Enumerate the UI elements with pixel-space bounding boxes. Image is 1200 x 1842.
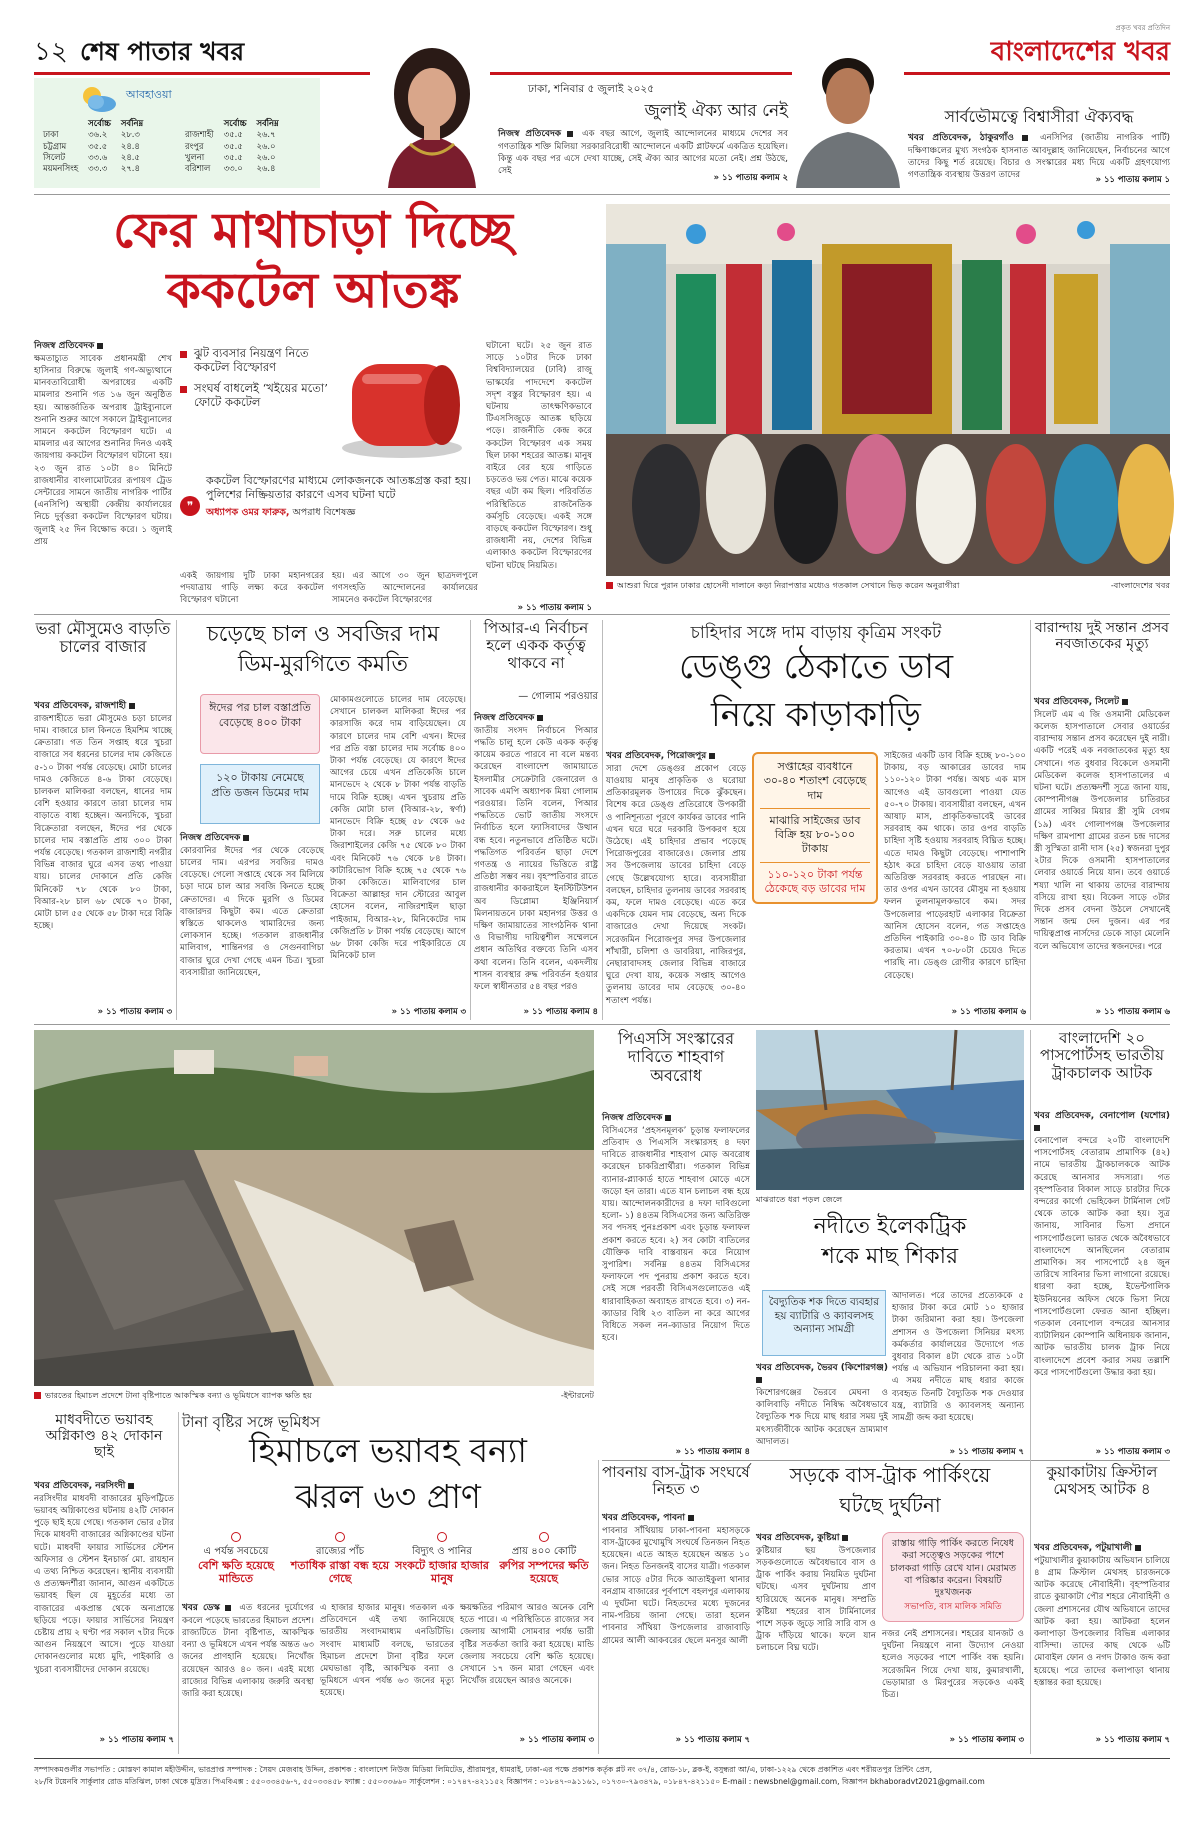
weather-city: ময়মনসিংহ <box>43 163 79 174</box>
continued: » ১১ পাতায় কলাম ৭ <box>1095 1734 1170 1744</box>
imprint <box>34 1764 1170 1788</box>
weather-city: চট্টগ্রাম <box>43 140 67 151</box>
article-body <box>606 750 746 1004</box>
continued: » ১১ পাতায় কলাম ৩ <box>519 1734 594 1744</box>
weather-city: বরিশাল <box>185 163 211 174</box>
byline: খবর প্রতিবেদক, ভৈরব (কিশোরগঞ্জ) <box>756 1363 888 1373</box>
brand-name: বাংলাদেশের খবর <box>990 37 1170 67</box>
headline: সড়কে বাস-ট্রাক পার্কিংয়ে <box>789 1463 991 1487</box>
weather-city: খুলনা <box>185 152 205 163</box>
continued: » ১১ পাতায় কলাম ৩ <box>391 1006 466 1016</box>
lead-headline-2: ককটেল আতঙ্ক <box>166 261 460 319</box>
quote-text: ককটেল বিস্ফোরণের মাধ্যমে লোকজনকে আতঙ্কগ্রস্ত করা হয়। পুলিশের নিষ্ক্রিয়তার কারণে এসব ঘটনা ঘটে <box>206 474 472 502</box>
circle-icon <box>437 1532 447 1542</box>
lead-infobox <box>180 344 478 566</box>
fact-item <box>290 1532 390 1585</box>
headline: জুলাই ঐক্য আর নেই <box>644 101 788 121</box>
continued: » ১১ পাতায় কলাম ৬ <box>1095 1006 1170 1016</box>
cocktail-image <box>332 344 474 464</box>
article-body <box>1034 1110 1170 1442</box>
lead-col2 <box>180 570 324 614</box>
body-text: একই জায়গায় দুটি ঢাকা মহানগরের পদযাত্রায় গাড়ি লক্ষ্য করে ককটেল বিস্ফোরণ ঘটানো <box>180 571 324 606</box>
highlight-box: ১২০ টাকায় নেমেছে প্রতি ডজন ডিমের দাম <box>200 764 320 824</box>
square-icon <box>665 1115 671 1121</box>
masthead-rule <box>34 72 1170 75</box>
body-text: সিলেট এম এ জি ওসমানী মেডিকেল কলেজ হাসপাতালে সেবার ওয়ার্ডের বারান্দায় সন্তান প্রসব করেছেন দুই নারী। একটি পরেই এক নবজাতকের মৃত্যু হয় সেখানে। গত বুধবার বিকেলে ওসমানী মেডিকেল কলেজ হাসপাতালের এ ঘটনা ঘটে। প্রত্যক্ষদর্শী সূত্রে জানা যায়, কোম্পানীগঞ্জ উপজেলার চাতিরচর গ্রামের সাব্বির মিয়ার স্ত্রী সুমি বেগম (১৯) এবং গোলাপগঞ্জ উপজেলার দক্ষিণ রামপাশা গ্রামের রতন চন্দ্র দাসের স্ত্রী সুস্মিতা রানী দাস (২৫) স্বজনরা দুপুর ২টার দিকে ওসমানী হাসপাতালের লেবার ওয়ার্ডে নিয়ে যান। তবে ওয়ার্ডে শয্যা খালি না থাকায় তাদের বারান্দায় বসিয়ে রাখা হয়। বিকেল সাড়ে ৩টার দিকে প্রসব বেদনা উঠলে সেখানেই সন্তান জন্ম দেন দুজন। এর পর দায়িত্বপ্রাপ্ত নার্সদের ডেকে সাড়া মেলেনি বলে অভিযোগ তাদের স্বজনদের। পরে <box>1034 709 1170 952</box>
headline: হিমাচলে ভয়াবহ বন্যা <box>249 1431 527 1470</box>
body-text: আদালত। পরে তাদের প্রত্যেককে ৫ হাজার টাকা করে মোট ১০ হাজার টাকা জরিমানা করা হয়। উপজেলা প্রশাসন ও উপজেলা সিনিয়র মৎস্য কর্মকর্তার কার্যালয়ের উদ্যোগে গত বুধবার বিকাল ৪টা থেকে রাত ১০টা পর্যন্ত এ অভিযান পরিচালনা করা হয়। এ সময় নদীতে মাছ ধরার কাজে ব্যবহৃত তিনটি বৈদ্যুতিক শক দেওয়ার যন্ত্র, ব্যাটারি ও ক্যাবলসহ অন্যান্য সামগ্রী জব্দ করা হয়েছে। <box>892 1291 1024 1424</box>
brand-tag: প্রকৃত খবর প্রতিদিন <box>1115 24 1170 32</box>
continued: » ১১ পাতায় কলাম ৪ <box>675 1446 750 1456</box>
body-text: জাতীয় সংসদ নির্বাচনে পিআর পদ্ধতি চালু হলে কেউ একক কর্তৃত্ব কায়েম করতে পারবে না বলে মন্তব্য করেছেন বাংলাদেশ জামায়াতে ইসলামীর সেক্রেটারি জেনারেল ও সাবেক এমপি অধ্যাপক মিয়া গোলাম পরওয়ার। তিনি বলেন, পিআর পদ্ধতিতে ভোট জাতীয় সংসদে নির্বাচিত হলে ফ্যাসিবাদের উত্থান বন্ধ হবে। নতুনভাবে প্রতিষ্ঠিত ঘটে। পদ্ধতিগত পরিবর্তন ছাড়া দেশে গণতন্ত্র ও ন্যায়ের ভিত্তিতে রাষ্ট্র প্রতিষ্ঠা সম্ভব নয়। বৃহস্পতিবার রাতে রাজধানীর কাকরাইলে ইনস্টিটিউশন অব ডিপ্লোমা ইঞ্জিনিয়ার্স মিলনায়তনে ঢাকা মহানগর উত্তর ও দক্ষিণ জামায়াতের সাংগঠনিক থানা ও বিভাগীয় দায়িত্বশীল সম্মেলনে প্রধান অতিথির বক্তব্যে তিনি এসব কথা বলেন। তিনি বলেন, একদলীয় শাসন ব্যবস্থার রুদ্ধ পরিবর্তন হওয়ার ফলে স্বাধীনতার ৫৪ বছর পরও <box>474 725 598 993</box>
body-text: ক্ষয়ক্ষতির পরিমাণ আরও অনেক বেশি হতে পারে। এ পরিস্থিতিতে রাজ্যের সব জেলায় আগামী সোমবার পর্যন্ত ভারী বৃষ্টির সতর্কতা জারি করা হয়েছে। মান্ডি জেলায় সবচেয়ে বেশি ক্ষতি হয়েছে। সেখানে ১৭ জন মারা গেছেন এবং নিখোঁজ রয়েছেন আরও অনেকে। <box>460 1603 594 1687</box>
bullet-item: ঝুট ব্যবসার নিয়ন্ত্রণ নিতে ককটেল বিস্ফোরণ <box>180 346 328 375</box>
square-icon <box>129 703 135 709</box>
top-story-right <box>908 108 1170 188</box>
article-body <box>756 1532 876 1730</box>
body-text: পটুয়াখালীর কুয়াকাটায় অভিযান চালিয়ে ৪ গ্রাম ক্রিস্টাল মেথসহ চারজনকে আটক করেছে নৌবাহিনী। বৃহস্পতিবার রাতে কুয়াকাটা পৌর শহরে নৌবাহিনী ও জেলা প্রশাসনের যৌথ অভিযানে তাদের আটক করা হয়। আটকরা হলেন কলাপাড়া উপজেলার বিভিন্ন এলাকার বাসিন্দা। তাদের কাছ থেকে ৬টি মোবাইল ফোন ও নগদ টাকাও জব্দ করা হয়েছে। পরে তাদের কলাপাড়া থানায় হস্তান্তর করা হয়েছে। <box>1034 1555 1170 1688</box>
byline: নিজস্ব প্রতিবেদক <box>474 713 535 723</box>
byline: নিজস্ব প্রতিবেদক <box>34 341 95 351</box>
body-text: পাবনার সাঁথিয়ায় ঢাকা-পাবনা মহাসড়কে বাস-ট্রাকের মুখোমুখি সংঘর্ষে তিনজন নিহত হয়েছেন। এতে আহত হয়েছেন অন্তত ১০ জন। নিহত তিনজনই বাসের যাত্রী। গতকাল ভোর সাড়ে ৫টার দিকে আতাইকুলা থানার বনগ্রাম বাজারের পূর্বপাশে বহলপুর এলাকায় এ দুর্ঘটনা ঘটে। নিহতদের মধ্যে দুজনের নাম-পরিচয় জানা গেছে। তারা হলেন পাবনার সাঁথিয়া উপজেলার রাজাবাড়ি গ্রামের আলী আকবরের ছেলে মনসুর আলী <box>602 1525 750 1646</box>
body-text: কোরবানির ঈদের পর থেকে বেড়েছে চালের দাম। এরপর সবজির দামও বেড়েছে। গেলো সপ্তাহে থেকে সব মিলিয়ে চড়া দামে চাল আর সবজি কিনতে হচ্ছে ক্রেতাদের। এ দিকে মুরগি ও ডিমের বাজারদর কিছুটা কম। এতে ক্রেতারা স্বস্তিতে থাকলেও খামারিদের জন্য লোকসান হচ্ছে। গতকাল রাজধানীর মালিবাগ, শান্তিনগর ও সেগুনবাগিচা বাজার ঘুরে দেখা গেছে এমন চিত্র। খুচরা ব্যবসায়ীরা জানিয়েছেন, <box>180 845 324 978</box>
body-text: এত ধরনের দুর্যোগের কবলে পড়েছে ভারতের হিমাচল প্রদেশ। রাজ্যটিতে টানা বৃষ্টিপাত, আকস্মিক বন্যা ও ভূমিধসে এখন পর্যন্ত অন্তত ৬৩ জনের প্রাণহানি হয়েছে। নিখোঁজ রয়েছেন আরও ৪০ জন। এরই মধ্যে রাজ্যের বিভিন্ন এলাকায় জরুরি অবস্থা জারি করা হয়েছে। <box>182 1603 314 1699</box>
byline: খবর প্রতিবেদক, বেনাপোল (যশোর) <box>1034 1111 1170 1121</box>
byline: খবর প্রতিবেদক, পাবনা <box>602 1513 685 1523</box>
headline: ডিম-মুরগিতে কমতি <box>238 652 408 677</box>
quote-attribution: অধ্যাপক ওমর ফারুক, <box>206 506 290 518</box>
stat-item: মাঝারি সাইজের ডাব বিক্রি হয় ৮০-১০০ টাকায় <box>760 814 870 863</box>
bullet-item: সংঘর্ষ বাধলেই ‘খইয়ের মতো’ ফোটে ককটেল <box>180 381 328 410</box>
headline: চড়েছে চাল ও সবজির দাম <box>206 622 440 647</box>
photo-credit: -ইন্টারনেট <box>560 1390 594 1400</box>
weather-header-max: সর্বোচ্চ <box>88 118 111 128</box>
highlight-box: বৈদ্যুতিক শক দিতে ব্যবহার হয় ব্যাটারি ও ক্যাবলসহ অন্যান্য সামগ্রী <box>762 1290 886 1356</box>
square-icon <box>1034 1125 1040 1131</box>
fact-highlight: শতাধিক রাস্তা বন্ধ হয়ে গেছে <box>290 1558 390 1585</box>
weather-header-min: সর্বনিম্ন <box>120 118 144 128</box>
divider <box>34 194 1170 195</box>
weather-title: আবহাওয়া <box>126 88 172 101</box>
article-body <box>1034 1542 1170 1730</box>
lead-col1 <box>34 340 172 614</box>
square-icon <box>243 835 249 841</box>
square-icon <box>225 1605 231 1611</box>
caption-text: আশুরা ঘিরে পুরান ঢাকার হোসেনী দালানে কড়া নিরাপত্তার মধ্যেও গতকাল সেখানে ভিড় করেন অনুরাগীরা <box>617 580 960 590</box>
weather-max: ৩৩.৬ <box>88 152 108 163</box>
column-rule <box>470 620 471 1020</box>
square-icon <box>688 1515 694 1521</box>
weather-min: ২৬.০ <box>256 152 276 163</box>
column-rule <box>178 1412 179 1754</box>
continued: » ১১ পাতায় কলাম ৭ <box>949 1446 1024 1456</box>
column-rule <box>602 620 603 1020</box>
headline: বারান্দায় দুই সন্তান প্রসব নবজাতকের মৃত্যু <box>1035 620 1169 653</box>
section-title: শেষ পাতার খবর <box>80 37 245 66</box>
fact-highlight: রুপির সম্পদের ক্ষতি হয়েছে <box>499 1558 589 1585</box>
column-rule <box>1030 1460 1031 1754</box>
weather-city: ঢাকা <box>43 129 59 140</box>
article-body <box>182 1602 314 1730</box>
byline: নিজস্ব প্রতিবেদক <box>180 833 241 843</box>
weather-city: সিলেট <box>43 152 66 163</box>
body-text: মোকামগুলোতে চালের দাম বেড়েছে। সেখানে চালকল মালিকরা ঈদের পর কারসাজি করে দাম বাড়িয়েছেন। যে কারণে চালের দাম বেশি এখন। ঈদের পর প্রতি বস্তা চালের দাম সর্বোচ্চ ৪০০ টাকা পর্যন্ত বেড়েছে। যে কারণে ঈদের আগের চেয়ে এখন প্রতিকেজি চালে মানভেদে ২ থেকে ৮ টাকা পর্যন্ত বাড়তি দামে বিক্রি হচ্ছে। এখন খুচরায় প্রতি কেজি মোটা চাল (বিআর-২৮, স্বর্ণা) মানভেদে বিক্রি হচ্ছে ৫৮ থেকে ৬৫ টাকা দরে। সরু চালের মধ্যে জিরাশাইলের কেজি ৭৫ থেকে ৮০ টাকা এবং মিনিকেট ৭৬ থেকে ৮৪ টাকা। কাটারিভোগ বিক্রি হচ্ছে ৭৫ থেকে ৭৬ টাকা কেজিতে। মালিবাগের চাল বিক্রেতা আল্লাহর দান স্টোরের আবুল হোসেন বলেন, নাজিরশাইল ছাড়া পাইজাম, বিআর-২৮, মিনিকেটের দাম কেজিপ্রতি ৮ টাকা পর্যন্ত বেড়েছে। আগে ৬৮ টাকা কেজি দরে পাইকারিতে যে মিনিকেট চাল <box>330 695 466 962</box>
divider <box>34 1024 1170 1025</box>
continued: » ১১ পাতায় কলাম ৩ <box>97 1006 172 1016</box>
photo-boat <box>756 1030 1024 1190</box>
square-icon <box>709 753 715 759</box>
body-text: কিশোরগঞ্জের ভৈরবে মেঘনা ও কালিবাড়ি নদীতে নিষিদ্ধ অবৈধভাবে বৈদ্যুতিক শক দিয়ে মাছ ধরার সময় দুই মৎস্যজীবীকে আটক করেছেন ভ্রাম্যমাণ আদালত। <box>756 1387 888 1447</box>
fact-item <box>186 1532 286 1585</box>
headline: নদীতে ইলেকট্রিক <box>813 1214 967 1239</box>
fact-text: এ পর্যন্ত সবচেয়ে <box>203 1546 269 1557</box>
caption-text: ভারতের হিমাচল প্রদেশে টানা বৃষ্টিপাতে আকস্মিক বন্যা ও ভূমিধসে ব্যাপক ক্ষতি হয় <box>45 1390 312 1400</box>
article-body <box>330 694 466 1004</box>
weather-min: ২৪.৪ <box>120 140 140 151</box>
square-icon <box>97 343 103 349</box>
photo-flood <box>34 1030 594 1386</box>
divider <box>34 614 1170 615</box>
article-body <box>474 712 598 1004</box>
weather-min: ২৬.৭ <box>256 129 276 140</box>
column-rule <box>1030 620 1031 1020</box>
square-icon <box>1122 699 1128 705</box>
lead-col4 <box>486 340 592 602</box>
divider <box>602 1460 1170 1461</box>
headline: কুয়াকাটায় ক্রিস্টাল মেথসহ আটক ৪ <box>1046 1463 1158 1499</box>
weather-max: ৩৫.৫ <box>223 140 243 151</box>
continued: » ১১ পাতায় কলাম ৬ <box>951 1006 1026 1016</box>
weather-min: ২৭.৪ <box>120 163 140 174</box>
headline: মাধবদীতে ভয়াবহ অগ্নিকাণ্ড ৪২ দোকান ছাই <box>45 1412 163 1461</box>
weather-min: ২৮.৩ <box>120 129 140 140</box>
continued: » ১১ পাতায় কলাম ৭ <box>99 1734 174 1744</box>
body-text: সাইজের একটি ডাব বিক্রি হচ্ছে ৮০-১০০ টাকায়, বড় আকারের ডাবের দাম ১১০-১২০ টাকা পর্যন্ত। অথচ এক মাস আগেও এই ডাবগুলো পাওয়া যেত ৫০-৭০ টাকায়। ব্যবসায়ীরা বলছেন, এখন আষাঢ় মাস, প্রাকৃতিকভাবেই ডাবের সরবরাহ কম থাকে। তার ওপর বাড়তি চাহিদা সৃষ্টি হওয়ায় সরবরাহ বিঘ্নিত হচ্ছে। এতে দামও কিছুটা বেড়েছে। পাশাপাশি হঠাৎ করে চাহিদা বেড়ে যাওয়ায় তারা অতিরিক্ত সরবরাহ করতে পারছেন না। তার ওপর এখন ডাবের মৌসুম না হওয়ায় ফলন তুলনামূলকভাবে কম। সদর উপজেলার পাড়েরহাট এলাকার বিক্রেতা আনিস হোসেন বলেন, গত সপ্তাহেও প্রতিদিন পাইকারি ৩০-৪০ টি ডাব বিক্রি করতাম। এখন ৭০-৮০টা চেয়েও দিতে পারছি না। ডেঙ্গু রোগীর কারণে চাহিদা বেড়েছে। <box>884 751 1026 981</box>
body-text: হয়। এর আগে ৩০ জুন ছাত্রদলপুলে গণসংহতি আন্দোলনের কার্যালয়ের সামনেও ককটেল বিস্ফোরণের <box>332 571 478 606</box>
weather-city: রংপুর <box>185 140 204 151</box>
byline: খবর প্রতিবেদক, কুষ্টিয়া <box>756 1533 840 1543</box>
quote-icon: ❞ <box>180 496 200 516</box>
article-body <box>460 1602 594 1730</box>
fact-item <box>394 1532 490 1585</box>
square-icon <box>606 582 613 589</box>
continued: » ১১ পাতায় কলাম ৪ <box>523 1006 598 1016</box>
body-text: এক বছর আগে, জুলাই আন্দোলনের মাধ্যমে দেশের সব গণতান্ত্রিক শক্তি মিলিয়া সরকারবিরোধী আন্দোলনে একটি প্লাটফর্মে একত্রিত হয়েছিল। কিন্তু এক বছর পর এসে দেখা যাচ্ছে, সেই ঐক্য আর আগের মতো নেই। প্রশ্ন উঠছে, সেই <box>498 129 788 177</box>
circle-icon <box>335 1532 345 1542</box>
lead-col3 <box>332 570 478 614</box>
body-text: বিসিএসের ‘প্রহসনমূলক’ চূড়ান্ত ফলাফলের প্রতিবাদ ও পিএসসি সংস্কারসহ ৪ দফা দাবিতে রাজধানীর শাহবাগ মোড় অবরোধ করেছেন চাকরিপ্রার্থীরা। গতকাল বিভিন্ন ব্যানার-প্ল্যাকার্ড হাতে শাহবাগ মোড়ে এসে জড়ো হন তারা। এতে যান চলাচল বন্ধ হয়ে যায়। আন্দোলনকারীদের ৪ দফা দাবিগুলো হলো- ১) ৪৪তম বিসিএসের জন্য অতিরিক্ত সব পদসহ পুনঃপ্রকাশ এবং চূড়ান্ত ফলাফল প্রকাশ করতে হবে। ২) সব কোটা বাতিলের যৌক্তিক দাবি বাস্তবায়ন করে নিয়োগ সুপারিশ। সর্বনিম্ন ৪৪তম বিসিএসের ফলাফলে পদ পুনরায় প্রকাশ করতে হবে। সেই সঙ্গে পরবর্তী বিসিএসগুলোতেও এই ধারাবাহিকতা অব্যাহত রাখতে হবে। ৩) নন-ক্যাডার বিধি ২৩ বাতিল না করে আগের বিধিতে সকল নন-ক্যাডার নিয়োগ দিতে হবে। <box>602 1125 750 1344</box>
continued: » ১১ পাতায় কলাম ১ <box>1095 174 1170 184</box>
stats-box <box>752 752 878 904</box>
footer-rule <box>34 1758 1170 1759</box>
byline: খবর প্রতিবেদক, নরসিংদী <box>34 1481 126 1491</box>
photo-caption <box>606 580 1170 591</box>
continued: » ১১ পাতায় কলাম ৩ <box>949 1734 1024 1744</box>
headline: ডেঙ্গু ঠেকাতে ডাব <box>678 647 954 687</box>
article-body <box>1034 696 1170 1004</box>
photo-shrine <box>606 204 1170 576</box>
headline: শকে মাছ শিকার <box>821 1244 959 1269</box>
article-body <box>892 1290 1024 1442</box>
body-text: রাজশাহীতে ভরা মৌসুমেও চড়া চালের দাম। বাজারে চাল কিনতে হিমশিম খাচ্ছে ক্রেতারা। গত তিন সপ্তাহ ধরে খুচরা বাজারে সব ধরনের চালের দাম কেজিতে ৫-১০ টাকা পর্যন্ত বেড়েছে। মোটা চালের দামও কেজিতে ৪-৬ টাকা বেড়েছে। চালকল মালিকরা বলছেন, ধানের দাম বেশি হওয়ার কারণে তারা চালের দাম বাড়াতে বাধ্য হচ্ছেন। অন্যদিকে, খুচরা বিক্রেতারা বলছেন, ঈদের পর থেকে চালের দাম বস্তাপ্রতি প্রায় ৩০০ টাকা পর্যন্ত বেড়েছে। গতকাল রাজশাহী নগরীর বিভিন্ন বাজার ঘুরে এসব তথ্য পাওয়া যায়। চালের দোকানে প্রতি কেজি মিনিকেট ৭৮ থেকে ৮০ টাকা, বিআর-২৮ চাল ৬৮ থেকে ৭০ টাকা, মোটা চাল ৫৫ থেকে ৫৮ টাকা দরে বিক্রি হচ্ছে। <box>34 713 172 932</box>
article-body <box>180 832 324 1004</box>
fact-item <box>494 1532 594 1585</box>
continued: » ১১ পাতায় কলাম ১ <box>517 602 592 612</box>
headline: ঝরল ৬৩ প্রাণ <box>295 1477 481 1516</box>
square-icon <box>756 1377 762 1383</box>
imprint-line: সম্পাদকমণ্ডলীর সভাপতি : মোস্তফা কামাল মহীউদ্দীন, ভারপ্রাপ্ত সম্পাদক : সৈয়দ মেজবাহ উদ্দিন, প্রকাশক : বাংলাদেশ নিউজ মিডিয়া লিমিটেড, শ্রীরামপুর, ধামরাই, ঢাকা-এর পক্ষে প্রকাশক কর্তৃক প্লট নং ৩৭/৪, রোড-১৮, ব্লক-ই, বসুন্ধরা আ/এ, ঢাকা-১২২৯ থেকে প্রকাশিত এবং শরীয়তপুর প্রিন্টিং প্রেস, <box>34 1765 933 1774</box>
weather-max: ৩৩.০ <box>223 163 243 174</box>
quote-box <box>882 1532 1024 1622</box>
weather-min: ২৪.৫ <box>120 152 140 163</box>
pull-quote <box>180 474 478 519</box>
fact-text: প্রায় ৪০০ কোটি <box>511 1546 577 1557</box>
body-text: ঘটানো ঘটে। ২৫ জুন রাত সাড়ে ১০টার দিকে ঢাকা বিশ্ববিদ্যালয়ের (ঢাবি) রাজু ভাস্কর্যের পাদদেশে ককটেল সদৃশ বস্তুর বিস্ফোরণ হয়। এ ঘটনায় তাৎক্ষণিকভাবে টিএসসিজুড়ে আতঙ্ক ছড়িয়ে পড়ে। রাজনীতি কেন্দ্র করে ককটেল বিস্ফোরণ এক সময় ছিল ঢাকা শহরের আতঙ্ক। মানুষ বাইরে বের হয়ে গাড়িতে চড়তেও ভয় পেত। মাঝে কয়েক বছর এটা কম ছিল। পরিবর্তিত পরিস্থিতিতে রাজনৈতিক কর্মসূচি বেড়েছে। একই সঙ্গে বাড়ছে ককটেল বিস্ফোরণ। শুধু রাজধানী নয়, দেশের বিভিন্ন এলাকাও ককটেল বিস্ফোরণের ঘটনা ঘটছে নিয়মিত। <box>486 341 592 571</box>
circle-icon <box>231 1532 241 1542</box>
weather-city: রাজশাহী <box>185 129 214 140</box>
body-text: নরসিংদীর মাধবদী বাজারের মুড়িপট্টিতে ভয়াবহ অগ্নিকাণ্ডের ঘটনায় ৪২টি দোকান পুড়ে ছাই হয়ে গেছে। গতকাল ভোর ৫টার দিকে মাধবদী বাজারের অগ্নিকাণ্ডের ঘটনা ঘটে। মাধবদী ফায়ার সার্ভিসের স্টেশন অফিসার ও স্টেশন ইনচার্জ মো. রায়হান এ তথ্য নিশ্চিত করেছেন। স্থানীয় ব্যবসায়ী ও প্রত্যক্ষদর্শীরা জানান, আগুন একটিতে ভয়াবহ ছিল যে মুহূর্তের মধ্যে তা বাজারের একপ্রান্ত থেকে অন্যপ্রান্তে ছড়িয়ে পড়ে। ফায়ার সার্ভিসের নিয়ন্ত্রণ চেষ্টায় প্রায় ২ ঘণ্টা পর সকাল ৭টার দিকে আগুন নিয়ন্ত্রণে আসে। পুড়ে যাওয়া দোকানগুলোর মধ্যে মুদি, পাইকারি ও খুচরা ব্যবসায়ীদের দোকান রয়েছে। <box>34 1493 174 1675</box>
byline: খবর প্রতিবেদক, পটুয়াখালী <box>1034 1543 1132 1553</box>
headline: পিএসসি সংস্কারের দাবিতে শাহবাগ অবরোধ <box>617 1029 735 1085</box>
lead-headline-1: ফের মাথাচাড়া দিচ্ছে <box>113 201 513 259</box>
article-body <box>34 700 172 1004</box>
body-text: নজর নেই প্রশাসনের। শহরের যানজট ও দুর্ঘটনা নিয়ন্ত্রণে নানা উদ্যোগ নেওয়া হলেও সড়কের পাশে পার্কিং বন্ধ হয়নি। সরেজমিন গিয়ে দেখা যায়, কুমারখালী, ভেড়ামারা ও মিরপুরের সড়কেও একই চিত্র। <box>882 1629 1024 1701</box>
body-text: সারা দেশে ডেঙ্গুর প্রকোপ বেড়ে যাওয়ায় মানুষ প্রাকৃতিক ও ঘরোয়া প্রতিকারমূলক উপায়ের দিকে ঝুঁকছেন। বিশেষ করে ডেঙ্গু প্রতিরোধে উপকারী ও পানিশূন্যতা পূরণে কার্যকর ডাবের পানি এখন ঘরে ঘরে দরকারি উপকরণ হয়ে উঠেছে। এই চাহিদার প্রভাব পড়েছে পিরোজপুরের বাজারেও। জেলার প্রায় সব উপজেলায় ডাবের চাহিদা বেড়ে গেছে উল্লেখযোগ্য হারে। ব্যবসায়ীরা বলছেন, চাহিদার তুলনায় ডাবের সরবরাহ কম, ফলে দামও বেড়েছে। এতে করে একদিকে যেমন দাম বেড়েছে, অন্য দিকে বাজারেও দেখা দিয়েছে সংকট। সরেজমিন পিরোজপুর সদর উপজেলার শাঁখারী, চলিশা ও ডাবরিয়া, নাজিরপুর, নেছারাবাদসহ জেলার বিভিন্ন বাজারে ঘুরে দেখা যায়, কয়েক সপ্তাহ আগেও তুলনায় ডাবের দাম বেড়েছে ৩০-৪০ শতাংশ পর্যন্ত। <box>606 763 746 1006</box>
weather-header-max: সর্বোচ্চ <box>223 118 247 128</box>
article-body <box>756 1362 888 1447</box>
weather-max: ৩৫.৫ <box>223 152 243 163</box>
column-rule <box>176 620 177 1020</box>
weather-table-left <box>38 118 148 175</box>
weather-header-min: সর্বনিম্ন <box>256 118 279 128</box>
fact-highlight: সংকটে হাজার হাজার মানুষ <box>395 1558 489 1585</box>
square-icon <box>842 1535 848 1541</box>
stat-item: সপ্তাহের ব্যবধানে ৩০-৪০ শতাংশ বেড়েছে দাম <box>760 760 870 809</box>
weather-max: ৩৩.৩ <box>88 163 108 174</box>
body-text: ক্ষমতাচ্যুত সাবেক প্রধানমন্ত্রী শেখ হাসিনার বিরুদ্ধে জুলাই গণ-অভ্যুত্থানে মানবতাবিরোধী অপরাধের একটি মামলার শুনানি গত ১৬ জুন অনুষ্ঠিত হয়। আন্তর্জাতিক অপরাধ ট্রাইব্যুনালে শুনানি শুরুর আগে সকালে ট্রাইব্যুনালের সামনে ককটেল বিস্ফোরণ ঘটে। এ মামলার এর আগের শুনানির দিনও একই জায়গায় ককটেল বিস্ফোরণ ঘটানো হয়। ২৩ জুন রাত ১০টা ৪০ মিনিটে রাজধানীর বাংলামোটরের রূপায়ণ ট্রেড সেন্টারের সামনে জাতীয় নাগরিক পার্টির (এনসিপি) অস্থায়ী কেন্দ্রীয় কার্যালয়ের নিচে দুর্বৃত্তরা ককটেল বিস্ফোরণ ঘটায়। জুলাই ২৫ দিন বিক্ষোভ করে। ১ জুলাই প্রায় <box>34 353 172 547</box>
continued: » ১১ পাতায় কলাম ৩ <box>1095 1446 1170 1456</box>
fact-highlight: বেশি ক্ষতি হয়েছে মান্ডিতে <box>198 1558 274 1585</box>
byline: খবর ডেস্ক <box>182 1603 220 1613</box>
stat-item: ১১০-১২০ টাকা পর্যন্ত ঠেকেছে বড় ডাবের দাম <box>764 867 866 896</box>
body-text: বেনাপোল বন্দরে ২০টি বাংলাদেশি পাসপোর্টসহ বেতারাম প্রামাণিক (৪২) নামে ভারতীয় ট্রাকচালককে আটক করেছে আনসার সদস্যরা। গত বৃহস্পতিবার বিকাল সাড়ে চারটার দিকে বন্দরের কার্গো ভেহিকেল টার্মিনাল গেট থেকে তাকে আটক করা হয়। সুত্র জানায়, সাবিনার ভিসা প্রদানে পাসপোর্টগুলো ভারত থেকে অবৈধভাবে বাংলাদেশে আনছিলেন বেতারাম প্রামাণিক। সব পাসপোর্টে ২৪ জুন তারিখে সাবিনার ভিসা লাগানো রয়েছে। ধারণা করা হচ্ছে, ইভেন্টগালিক ইউনিয়নের অফিস থেকে ভিসা নিয়ে পাসপোর্টগুলো ফেরত আনা হচ্ছিল। গতকাল বেনাপোল বন্দরের আনসার ব্যাটালিয়ন কোম্পানি অধিনায়ক জানান, আটক ভারতীয় চালক ট্রাক নিয়ে বাংলাদেশে প্রবেশ করার সময় তল্লাশি করে পাসপোর্টগুলো উদ্ধার করা হয়। <box>1034 1135 1170 1378</box>
headline: ঘটছে দুর্ঘটনা <box>839 1493 941 1517</box>
byline: খবর প্রতিবেদক, পিরোজপুর <box>606 751 707 761</box>
article-body <box>34 1480 174 1730</box>
masthead <box>34 24 1170 70</box>
weather-table-right <box>180 118 284 175</box>
continued: » ১১ পাতায় কলাম ২ <box>713 172 788 182</box>
article-body <box>320 1602 454 1730</box>
continued: » ১১ পাতায় কলাম ৭ <box>675 1734 750 1744</box>
quote-attribution: সভাপতি, বাস মালিক সমিতি <box>904 1601 1002 1612</box>
photo-caption <box>34 1390 594 1401</box>
byline: খবর প্রতিবেদক, সিলেট <box>1034 697 1119 707</box>
column-rule <box>598 1460 599 1754</box>
photo-credit: -বাংলাদেশের খবর <box>1110 580 1170 590</box>
weather-panel <box>34 78 320 188</box>
body-text: কুষ্টিয়ার ছয় উপজেলার সড়কগুলোতে অবৈধভাবে বাস ও ট্রাক পার্কিং করায় নিয়মিত দুর্ঘটনা ঘটছে। এসব দুর্ঘটনায় প্রাণ হারিয়েছে অনেক মানুষ। সম্প্রতি কুষ্টিয়া শহরের বাস টার্মিনালের পাশে সড়ক জুড়ে সারি সারি বাস ও ট্রাক দাঁড়িয়ে থাকে। ফলে যান চলাচলে বিঘ্ন ঘটে। <box>756 1545 876 1654</box>
circle-icon <box>539 1532 549 1542</box>
square-icon <box>128 1483 134 1489</box>
imprint-line: ২৮/বি টয়েনবি সার্কুলার রোড মতিঝিল, ঢাকা থেকে মুদ্রিত। পিএবিএক্স : ৫৫০৩৩৪৫৬-৭, ৫৫০৩৩৪৫৮ ফ্যাক্স : ৫৫০৩৩৬৬০ সার্কুলেশন : ০১৭৪৭-৪২১১৫২ বিজ্ঞাপন : ০১৮৪৭-০৯১১৬১, ০১৭৩০-৭৯৩৪৭৯, ০১৮৪৭-৪২১১৫০ E-mail : newsbnel@gmail.com, বিজ্ঞাপন bkhaboradvt2021@gmail.com <box>34 1776 985 1786</box>
byline: নিজস্ব প্রতিবেদক <box>498 129 562 139</box>
square-icon <box>1022 135 1028 141</box>
weather-min: ২৬.৪ <box>256 163 276 174</box>
headline: পিআর-এ নির্বাচন হলে একক কর্তৃত্ব থাকবে না <box>483 619 589 672</box>
byline: খবর প্রতিবেদক, ঠাকুরগাঁও <box>908 133 1014 143</box>
headline: সার্বভৌমত্বে বিশ্বাসীরা ঐক্যবদ্ধ <box>944 107 1134 126</box>
portrait-woman <box>370 40 490 188</box>
dateline: ঢাকা, শনিবার ৫ জুলাই ২০২৫ <box>528 83 655 95</box>
square-icon <box>537 715 543 721</box>
square-icon <box>567 131 573 137</box>
article-body <box>602 1512 750 1730</box>
weather-max: ৩৬.২ <box>88 129 108 140</box>
headline: পাবনায় বাস-ট্রাক সংঘর্ষে নিহত ৩ <box>602 1463 750 1499</box>
quote-text: রাস্তায় গাড়ি পার্কিং করতে নিষেধ করা সত্ত্বেও সড়কের পাশে চালকরা গাড়ি রেখে যান। মেরামত বা পরিষ্কার করেন। বিষয়টি দুঃখজনক <box>889 1538 1017 1599</box>
sun-cloud-icon <box>78 84 118 114</box>
square-icon <box>34 1392 41 1399</box>
body-text: এনসিপির (জাতীয় নাগরিক পার্টি) দক্ষিণাঞ্চলের মুখ্য সংগঠক হাসনাত আবদুল্লাহ জানিয়েছেন, নির্বাচনের আগে তাদের কিছু শর্ত রয়েছে। বিচার ও সংস্কারের মধ্য দিয়ে একটি গ্রহণযোগ্য গণতান্ত্রিক ব্যবস্থায় উত্তরণ তাদের <box>908 133 1171 181</box>
headline: নিয়ে কাড়াকাড়ি <box>711 695 921 735</box>
byline: নিজস্ব প্রতিবেদক <box>602 1113 663 1123</box>
article-body <box>602 1112 750 1442</box>
weather-max: ৩৫.৫ <box>223 129 243 140</box>
column-rule <box>1030 1030 1031 1462</box>
kicker: — গোলাম পরওয়ার <box>518 691 598 702</box>
quote-role: অপরাধ বিশেষজ্ঞ <box>292 506 356 518</box>
fact-text: বিদ্যুৎ ও পানির <box>412 1546 472 1557</box>
bullet-list <box>180 346 328 416</box>
page-number: ১২ <box>34 37 68 67</box>
headline: ভরা মৌসুমেও বাড়তি চালের বাজার <box>35 619 171 657</box>
highlight-box: ঈদের পর চাল বস্তাপ্রতি বেড়েছে ৪০০ টাকা <box>200 694 320 754</box>
photo-caption: মাঝরাতে ধরা পড়ল জেলে <box>756 1194 843 1204</box>
article-body <box>882 1628 1024 1730</box>
kicker: চাহিদার সঙ্গে দাম বাড়ায় কৃত্রিম সংকট <box>690 623 942 643</box>
article-body <box>884 750 1026 1004</box>
body-text: এ হাজার হাজার মানুষ। গতকাল এক প্রতিবেদনে এই তথ্য জানিয়েছে ভারতীয় সংবাদমাধ্যম এনডিটিভি। সংবাদ মাধ্যমটি বলছে, ভারতের হিমাচল প্রদেশে টানা বৃষ্টির ফলে মেঘভাঙা বৃষ্টি, আকস্মিক বন্যা ও ভূমিধসে এখন পর্যন্ত ৬৩ জনের মৃত্যু হয়েছে। <box>320 1603 454 1699</box>
square-icon <box>1135 1545 1141 1551</box>
weather-min: ২৬.০ <box>256 140 276 151</box>
portrait-man <box>792 40 904 188</box>
fact-text: রাজ্যের পাঁচ <box>315 1546 365 1557</box>
byline: খবর প্রতিবেদক, রাজশাহী <box>34 701 127 711</box>
top-story-left <box>498 82 788 186</box>
weather-max: ৩৫.৫ <box>88 140 108 151</box>
kicker: টানা বৃষ্টির সঙ্গে ভূমিধস <box>182 1413 321 1431</box>
headline: বাংলাদেশি ২০ পাসপোর্টসহ ভারতীয় ট্রাকচালক আটক <box>1040 1029 1164 1082</box>
